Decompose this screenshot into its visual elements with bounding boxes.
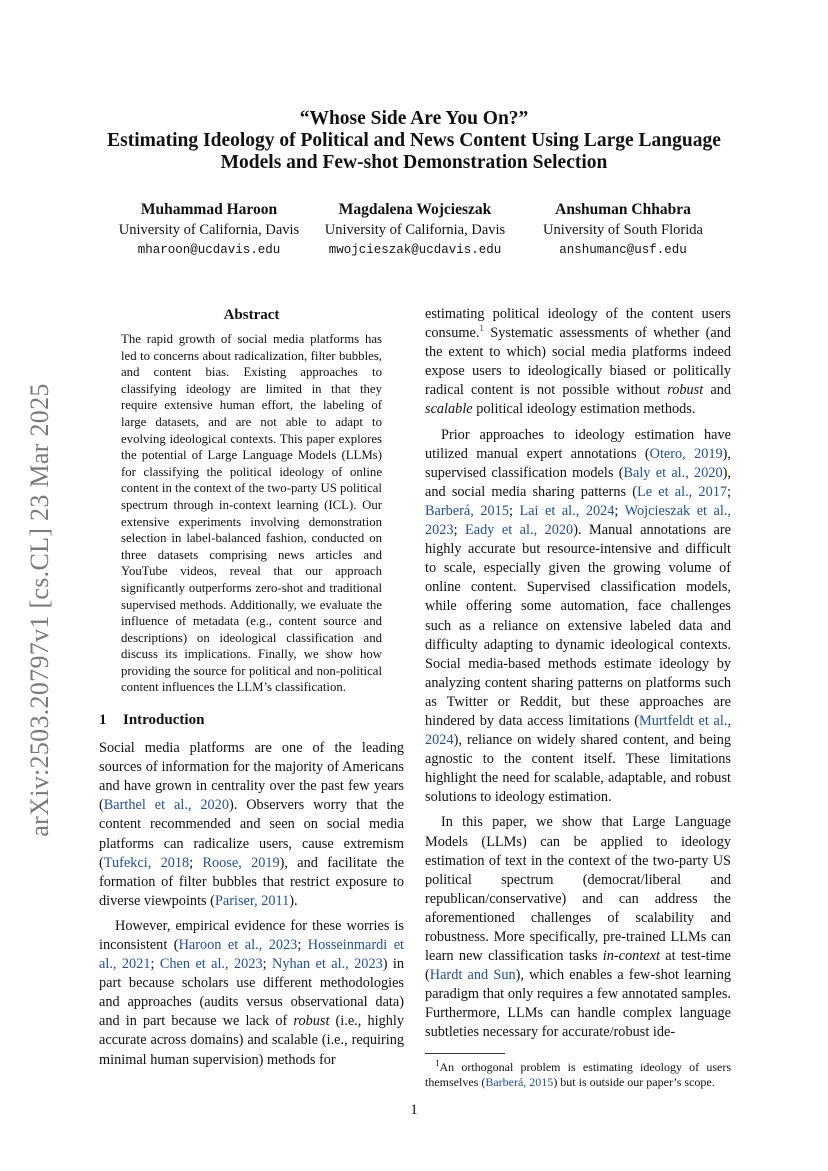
emphasis: robust [667, 382, 704, 399]
author-email: mharoon@ucdavis.edu [137, 243, 281, 257]
citation-link[interactable]: Murtfeldt et al., 2024 [425, 712, 731, 749]
citation-link[interactable]: Barberá, 2015 [425, 502, 509, 519]
abstract-heading: Abstract [223, 307, 280, 323]
paragraph: In this paper, we show that Large Language Models (LLMs) can be applied to ideology estimation of text in the context of the two-party US political spectrum (democrat/liberal and republican/conservative) and can address the aforementioned challenges of scalability and robustness. More specifically, pre-trained LLMs can learn new classification tasks in-context at test-time (Hardt and Sun), which enables a few-shot learning paradigm that only requires a few annotated samples. Furthermore, LLMs can handle complex language subtleties necessary for accurate/robust ide- [425, 814, 732, 1041]
citation-link[interactable]: Haroon et al., 2023 [178, 937, 298, 953]
author [518, 200, 728, 260]
paragraph: However, empirical evidence for these worries is inconsistent (Haroon et al., 2023; Hosseinmardi et al., 2021; Chen et al., 2023; Nyhan et al., 2023) in part because scholars use different methodologies and approaches (audits versus observational data) and in part because we lack of robust (i.e., highly accurate across domains) and scalable (i.e., requiring minimal human supervision) methods for [99, 917, 405, 1068]
author-name: Muhammad Haroon [140, 201, 278, 218]
citation-link[interactable]: Hosseinmardi et al., 2021 [99, 937, 405, 973]
left-column [99, 305, 404, 1070]
citation-link[interactable]: Le et al., 2017 [636, 483, 728, 500]
author-name: Anshuman Chhabra [555, 201, 691, 218]
author-affiliation: University of South Florida [543, 222, 703, 238]
arxiv-stamp [10, 360, 70, 860]
author-email: anshumanc@usf.edu [559, 243, 687, 257]
author-email: mwojcieszak@ucdavis.edu [328, 243, 502, 257]
footnote-number: 1 [435, 1057, 440, 1068]
section-title: Introduction [123, 712, 205, 729]
title-line: “Whose Side Are You On?” [299, 108, 529, 129]
citation-link[interactable]: Eady et al., 2020 [465, 522, 574, 539]
arxiv-id-text: arXiv:2503.20797v1 [cs.CL] 23 Mar 2025 [25, 383, 54, 837]
citation-link[interactable]: Baly et al., 2020 [623, 464, 723, 481]
author-name: Magdalena Wojcieszak [338, 201, 492, 218]
citation-link[interactable]: Nyhan et al., 2023 [272, 956, 383, 973]
paper-title [80, 108, 748, 174]
paragraph: estimating political ideology of the content users consume.$^1$ Systematic assessments of whether (and the extent to which) social media platforms indeed expose users to ideologically biased or politically radical content is not possible without robust and scalable political ideology estimation methods. [425, 306, 731, 418]
page-number: 1 [410, 1102, 418, 1118]
citation-link[interactable]: Tufekci, 2018 [103, 854, 190, 871]
right-column [425, 305, 731, 1090]
paragraph: Social media platforms are one of the leading sources of information for the majority of Americans and have grown in centrality over the past few years (Barthel et al., 2020). Observers worry that the content recommended and seen on social media platforms can radicalize users, cause extremism (Tufekci, 2018; Roose, 2019), and facilitate the formation of filter bubbles that restrict exposure to diverse viewpoints (Pariser, 2011). [99, 740, 404, 909]
footnote: $^1$An orthogonal problem is estimating ideology of users themselves (Barberá, 2015) but is outside our paper’s scope. [425, 1057, 731, 1089]
citation-link[interactable]: Chen et al., 2023 [159, 956, 263, 973]
emphasis: in-context [602, 948, 660, 965]
citation-link[interactable]: Barberá, 2015 [485, 1074, 554, 1089]
citation-link[interactable]: Wojcieszak et al., 2023 [425, 502, 732, 539]
author-affiliation: University of California, Davis [324, 222, 506, 238]
title-line: Models and Few-shot Demonstration Selection [220, 152, 608, 173]
footnote-marker[interactable]: 1 [479, 323, 484, 334]
emphasis: scalable [425, 401, 473, 418]
citation-link[interactable]: Pariser, 2011 [214, 892, 290, 909]
author [104, 200, 314, 260]
section-heading [99, 712, 404, 729]
title-line: Estimating Ideology of Political and News Content Using Large Language [107, 130, 721, 151]
citation-link[interactable]: Hardt and Sun [429, 967, 516, 984]
footnote-divider [425, 1053, 505, 1054]
citation-link[interactable]: Otero, 2019 [649, 445, 723, 462]
section-number: 1 [99, 712, 107, 729]
abstract-text: The rapid growth of social media platforms has led to concerns about radicalization, filter bubbles, and content bias. Existing approaches to classifying ideology are limited in that they require extensive human effort, the labeling of large datasets, and are not able to adapt to evolving ideological contexts. This paper explores the potential of Large Language Models (LLMs) for classifying the political ideology of online content in the context of the two-party US political spectrum through in-context learning (ICL). Our extensive experiments involving demonstration selection in label-balanced fashion, conducted on three datasets comprising news articles and YouTube videos, reveal that our approach significantly outperforms zero-shot and traditional supervised methods. Additionally, we evaluate the influence of metadata (e.g., content source and descriptions) on ideological classification and discuss its implications. Finally, we show how providing the source for political and non-political content influences the LLM’s classification. [121, 332, 382, 695]
emphasis: robust [293, 1013, 330, 1030]
author [310, 200, 520, 260]
citation-link[interactable]: Roose, 2019 [202, 854, 280, 871]
citation-link[interactable]: Lai et al., 2024 [519, 502, 615, 519]
paragraph: Prior approaches to ideology estimation have utilized manual expert annotations (Otero, 2019), supervised classification models (Baly et al., 2020), and social media sharing patterns (Le et al., 2017; Barberá, 2015; Lai et al., 2024; Wojcieszak et al., 2023; Eady et al., 2020). Manual annotations are highly accurate but resource-intensive and difficult to scale, especially given the growing volume of online content. Supervised classification models, while offering some automation, face challenges such as a reliance on extensive labeled data and difficulty adapting to dynamic ideological contexts. Social media-based methods estimate ideology by analyzing content sharing patterns on platforms such as Twitter or Reddit, but these approaches are hindered by data access limitations (Murtfeldt et al., 2024), reliance on widely shared content, and being agnostic to the content itself. These limitations highlight the need for scalable, adaptable, and robust solutions to ideology estimation. [425, 426, 732, 806]
citation-link[interactable]: Barthel et al., 2020 [103, 797, 229, 814]
author-affiliation: University of California, Davis [118, 222, 300, 238]
